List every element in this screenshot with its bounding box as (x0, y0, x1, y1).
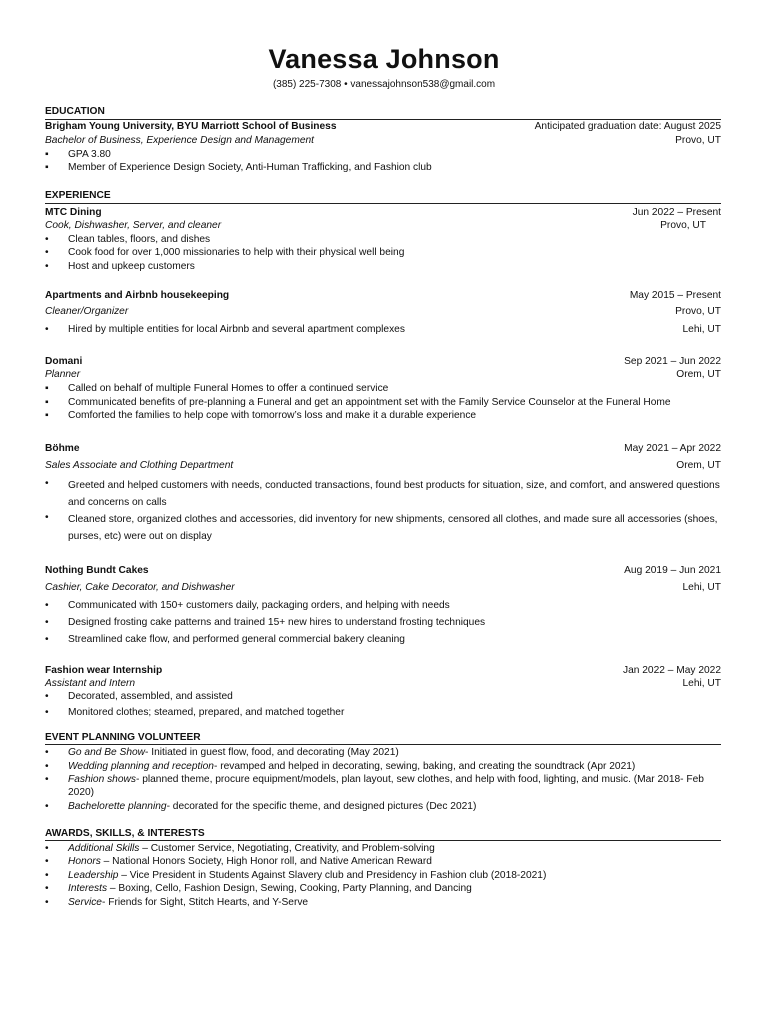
list-item (45, 511, 721, 545)
item-text: Vice President in Students Against Slavery club and Presidency in Fashion club (2018-2021) (129, 870, 547, 881)
bullet-icon: • (45, 870, 49, 881)
bullet-icon: • (45, 707, 49, 718)
education-row (45, 120, 721, 133)
bullet-icon: • (45, 883, 49, 894)
job-org: Apartments and Airbnb housekeeping (45, 290, 230, 301)
bullet-text: Host and upkeep customers (68, 261, 195, 272)
bullet-icon: • (45, 617, 49, 628)
candidate-name: Vanessa Johnson (268, 44, 500, 74)
list-item (45, 477, 721, 511)
item-text: decorated for the specific theme, and designed pictures (Dec 2021) (172, 801, 477, 812)
job-role: Cook, Dishwasher, Server, and cleaner (45, 220, 222, 231)
bullet-icon: • (45, 600, 49, 611)
bullet-text: Cook food for over 1,000 missionaries to help with their physical well being (68, 247, 405, 258)
experience-heading: EXPERIENCE (45, 190, 111, 201)
item-separator: – (100, 856, 113, 867)
job-role-row (45, 368, 721, 381)
awards-heading: AWARDS, SKILLS, & INTERESTS (45, 828, 205, 839)
job-dates: May 2021 – Apr 2022 (624, 443, 721, 454)
item-text: Friends for Sight, Stitch Hearts, and Y-Serve (108, 897, 309, 908)
job-org: Böhme (45, 443, 80, 454)
job-header (45, 355, 721, 368)
bullet-icon: • (45, 761, 49, 772)
item-label: Go and Be Show (68, 747, 146, 758)
item-text: Customer Service, Negotiating, Creativity, and Problem-solving (150, 843, 435, 854)
item-separator: – (107, 883, 119, 894)
job-role: Sales Associate and Clothing Department (45, 460, 234, 471)
education-location: Provo, UT (675, 135, 721, 146)
job-role-row (45, 219, 721, 232)
job-role: Cashier, Cake Decorator, and Dishwasher (45, 582, 235, 593)
bullet-icon: • (45, 843, 49, 854)
bullet-text: Communicated with 150+ customers daily, packaging orders, and helping with needs (68, 600, 450, 611)
job-header (45, 289, 721, 302)
job-org: MTC Dining (45, 207, 102, 218)
item-separator: - (166, 801, 173, 812)
job-role: Assistant and Intern (45, 678, 136, 689)
item-text: planned theme, procure equipment/models, plan layout, sew clothes, and help with food, lighting, and music. (Mar 2018- Feb 2020) (68, 774, 704, 798)
item-separator: – (118, 870, 130, 881)
school-name: Brigham Young University, BYU Marriott School of Business (45, 121, 337, 132)
job-location: Orem, UT (676, 460, 721, 471)
bullet-icon: ▪ (45, 410, 49, 421)
job-role: Cleaner/Organizer (45, 306, 129, 317)
item-separator: - (101, 897, 109, 908)
education-heading: EDUCATION (45, 106, 105, 117)
bullet-icon: ▪ (45, 397, 49, 408)
bullet-text: Monitored clothes; steamed, prepared, and matched together (68, 707, 345, 718)
job-header (45, 442, 721, 455)
job-role: Planner (45, 369, 81, 380)
job-location: Lehi, UT (682, 678, 721, 689)
job-role-row (45, 581, 721, 594)
item-separator: - (135, 774, 143, 785)
bullet-text: Comforted the families to help cope with tomorrow’s loss and make it a durable experience (68, 410, 477, 421)
item-separator: – (139, 843, 151, 854)
bullet-text: GPA 3.80 (68, 149, 111, 160)
bullet-icon: • (45, 747, 49, 758)
bullet-icon: ▪ (45, 383, 49, 394)
list-item (45, 773, 721, 799)
bullet-icon: ▪ (45, 149, 49, 160)
job-location: Provo, UT (660, 220, 706, 231)
bullet-text: Streamlined cake flow, and performed general commercial bakery cleaning (68, 634, 405, 645)
bullet-icon: • (45, 247, 49, 258)
item-label: Wedding planning and reception (68, 761, 214, 772)
item-label: Service (68, 897, 102, 908)
bullet-text: Cleaned store, organized clothes and accessories, did inventory for new shipments, censored all clothes, and made sure all accessories (shoes, purses, etc) were out on display (68, 514, 718, 542)
item-text: revamped and helped in decorating, sewing, baking, and creating the soundtrack (Apr 2021) (220, 761, 636, 772)
job-org: Domani (45, 356, 83, 367)
item-label: Leadership (68, 870, 119, 881)
degree-row (45, 134, 721, 147)
job-location: Provo, UT (675, 306, 721, 317)
job-header (45, 664, 721, 677)
bullet-icon: • (45, 324, 49, 335)
bullet-text: Hired by multiple entities for local Airbnb and several apartment complexes (68, 324, 405, 335)
section-divider (45, 203, 721, 204)
bullet-icon: • (45, 478, 49, 489)
events-heading: EVENT PLANNING VOLUNTEER (45, 732, 201, 743)
job-dates: May 2015 – Present (629, 290, 721, 301)
item-separator: - (145, 747, 152, 758)
item-label: Interests (68, 883, 108, 894)
job-role-row (45, 305, 721, 318)
item-text: National Honors Society, High Honor roll, and Native American Reward (112, 856, 432, 867)
contact-line: (385) 225-7308 • vanessajohnson538@gmail.com (272, 79, 496, 90)
job-dates: Jun 2022 – Present (632, 207, 721, 218)
degree: Bachelor of Business, Experience Design and Management (45, 135, 314, 146)
bullet-text: Decorated, assembled, and assisted (68, 691, 233, 702)
bullet-icon: • (45, 261, 49, 272)
bullet-icon: • (45, 897, 49, 908)
item-text: Initiated in guest flow, food, and decorating (May 2021) (151, 747, 399, 758)
item-label: Additional Skills (68, 843, 140, 854)
bullet-text: Clean tables, floors, and dishes (68, 234, 211, 245)
job-role-row (45, 677, 721, 690)
job-dates: Jan 2022 – May 2022 (623, 665, 721, 676)
job-location: Lehi, UT (682, 582, 721, 593)
job-header (45, 564, 721, 577)
bullet-icon: • (45, 774, 49, 785)
bullet-icon: ▪ (45, 162, 49, 173)
item-text: Boxing, Cello, Fashion Design, Sewing, Cooking, Party Planning, and Dancing (118, 883, 472, 894)
item-separator: - (213, 761, 221, 772)
bullet-icon: • (45, 856, 49, 867)
item-label: Bachelorette planning (68, 801, 167, 812)
bullet-icon: • (45, 691, 49, 702)
bullet-icon: • (45, 234, 49, 245)
item-label: Fashion shows (68, 774, 136, 785)
job-location-secondary: Lehi, UT (682, 324, 721, 335)
job-header (45, 206, 721, 219)
bullet-text: Member of Experience Design Society, Anti-Human Trafficking, and Fashion club (68, 162, 432, 173)
section-divider (45, 744, 721, 745)
bullet-icon: • (45, 634, 49, 645)
bullet-text: Communicated benefits of pre-planning a Funeral and get an appointment set with the Family Service Counselor at the Funeral Home (68, 397, 671, 408)
bullet-icon: • (45, 512, 49, 523)
graduation-date: Anticipated graduation date: August 2025 (534, 121, 721, 132)
job-location: Orem, UT (676, 369, 721, 380)
bullet-text: Greeted and helped customers with needs, conducted transactions, found best products for situation, size, and comfort, and answered questions and concerns on calls (68, 480, 720, 508)
section-divider (45, 840, 721, 841)
item-label: Honors (68, 856, 101, 867)
bullet-icon: • (45, 801, 49, 812)
job-org: Fashion wear Internship (45, 665, 163, 676)
job-dates: Aug 2019 – Jun 2021 (624, 565, 721, 576)
job-role-row (45, 459, 721, 472)
job-org: Nothing Bundt Cakes (45, 565, 149, 576)
bullet-text: Called on behalf of multiple Funeral Homes to offer a continued service (68, 383, 389, 394)
bullet-text: Designed frosting cake patterns and trained 15+ new hires to understand frosting techniques (68, 617, 486, 628)
job-dates: Sep 2021 – Jun 2022 (624, 356, 721, 367)
